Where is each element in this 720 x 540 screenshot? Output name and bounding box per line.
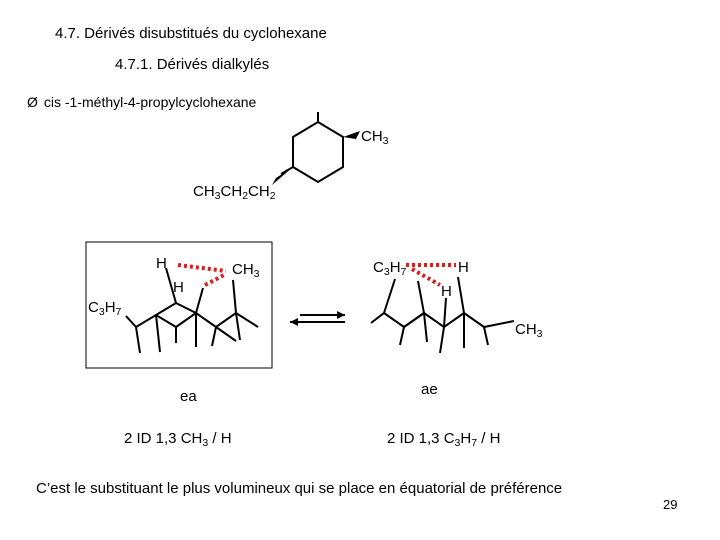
bullet-text: cis -1-méthyl-4-propylcyclohexane <box>43 94 257 110</box>
top-propyl-label: $CH_3CH_2CH_2$ <box>193 183 276 202</box>
right-steric-clash <box>406 265 456 285</box>
right-h-inner: H <box>441 283 452 300</box>
cyclohexane-ring <box>293 122 343 182</box>
left-ch3-label: $CH_3$ <box>232 261 260 280</box>
top-cyclohexane-structure <box>281 112 343 182</box>
equilibrium-arrows <box>290 311 345 326</box>
left-chair <box>126 268 258 353</box>
right-caption: 2 ID 1,3 $C_3H_7$ / H <box>387 430 501 449</box>
subsection-heading: 4.7.1. Dérivés dialkylés <box>115 56 270 73</box>
right-ch3-label: $CH_3$ <box>515 321 543 340</box>
left-caption: 2 ID 1,3 $CH_3$ / H <box>124 430 232 449</box>
top-methyl-label: $CH_3$ <box>361 128 389 147</box>
left-h-inner: H <box>173 279 184 296</box>
bullet-arrow-icon: Ø <box>27 94 38 110</box>
section-heading: 4.7. Dérivés disubstitués du cyclohexane <box>55 25 327 42</box>
left-conformer-label: ea <box>180 388 197 405</box>
page-number: 29 <box>663 497 678 512</box>
propyl-bond <box>281 167 293 174</box>
conclusion-text: C’est le substituant le plus volumineux qui se place en équatorial de préférence <box>36 480 563 497</box>
left-h-top: H <box>156 255 167 272</box>
right-conformer-label: ae <box>421 381 438 398</box>
left-steric-clash <box>178 265 226 285</box>
right-h-top: H <box>458 259 469 276</box>
left-c3h7-label: $C_3H_7$ <box>88 299 122 318</box>
right-c3h7-label: $C_3H_7$ <box>373 259 407 278</box>
methyl-wedge <box>343 131 360 139</box>
